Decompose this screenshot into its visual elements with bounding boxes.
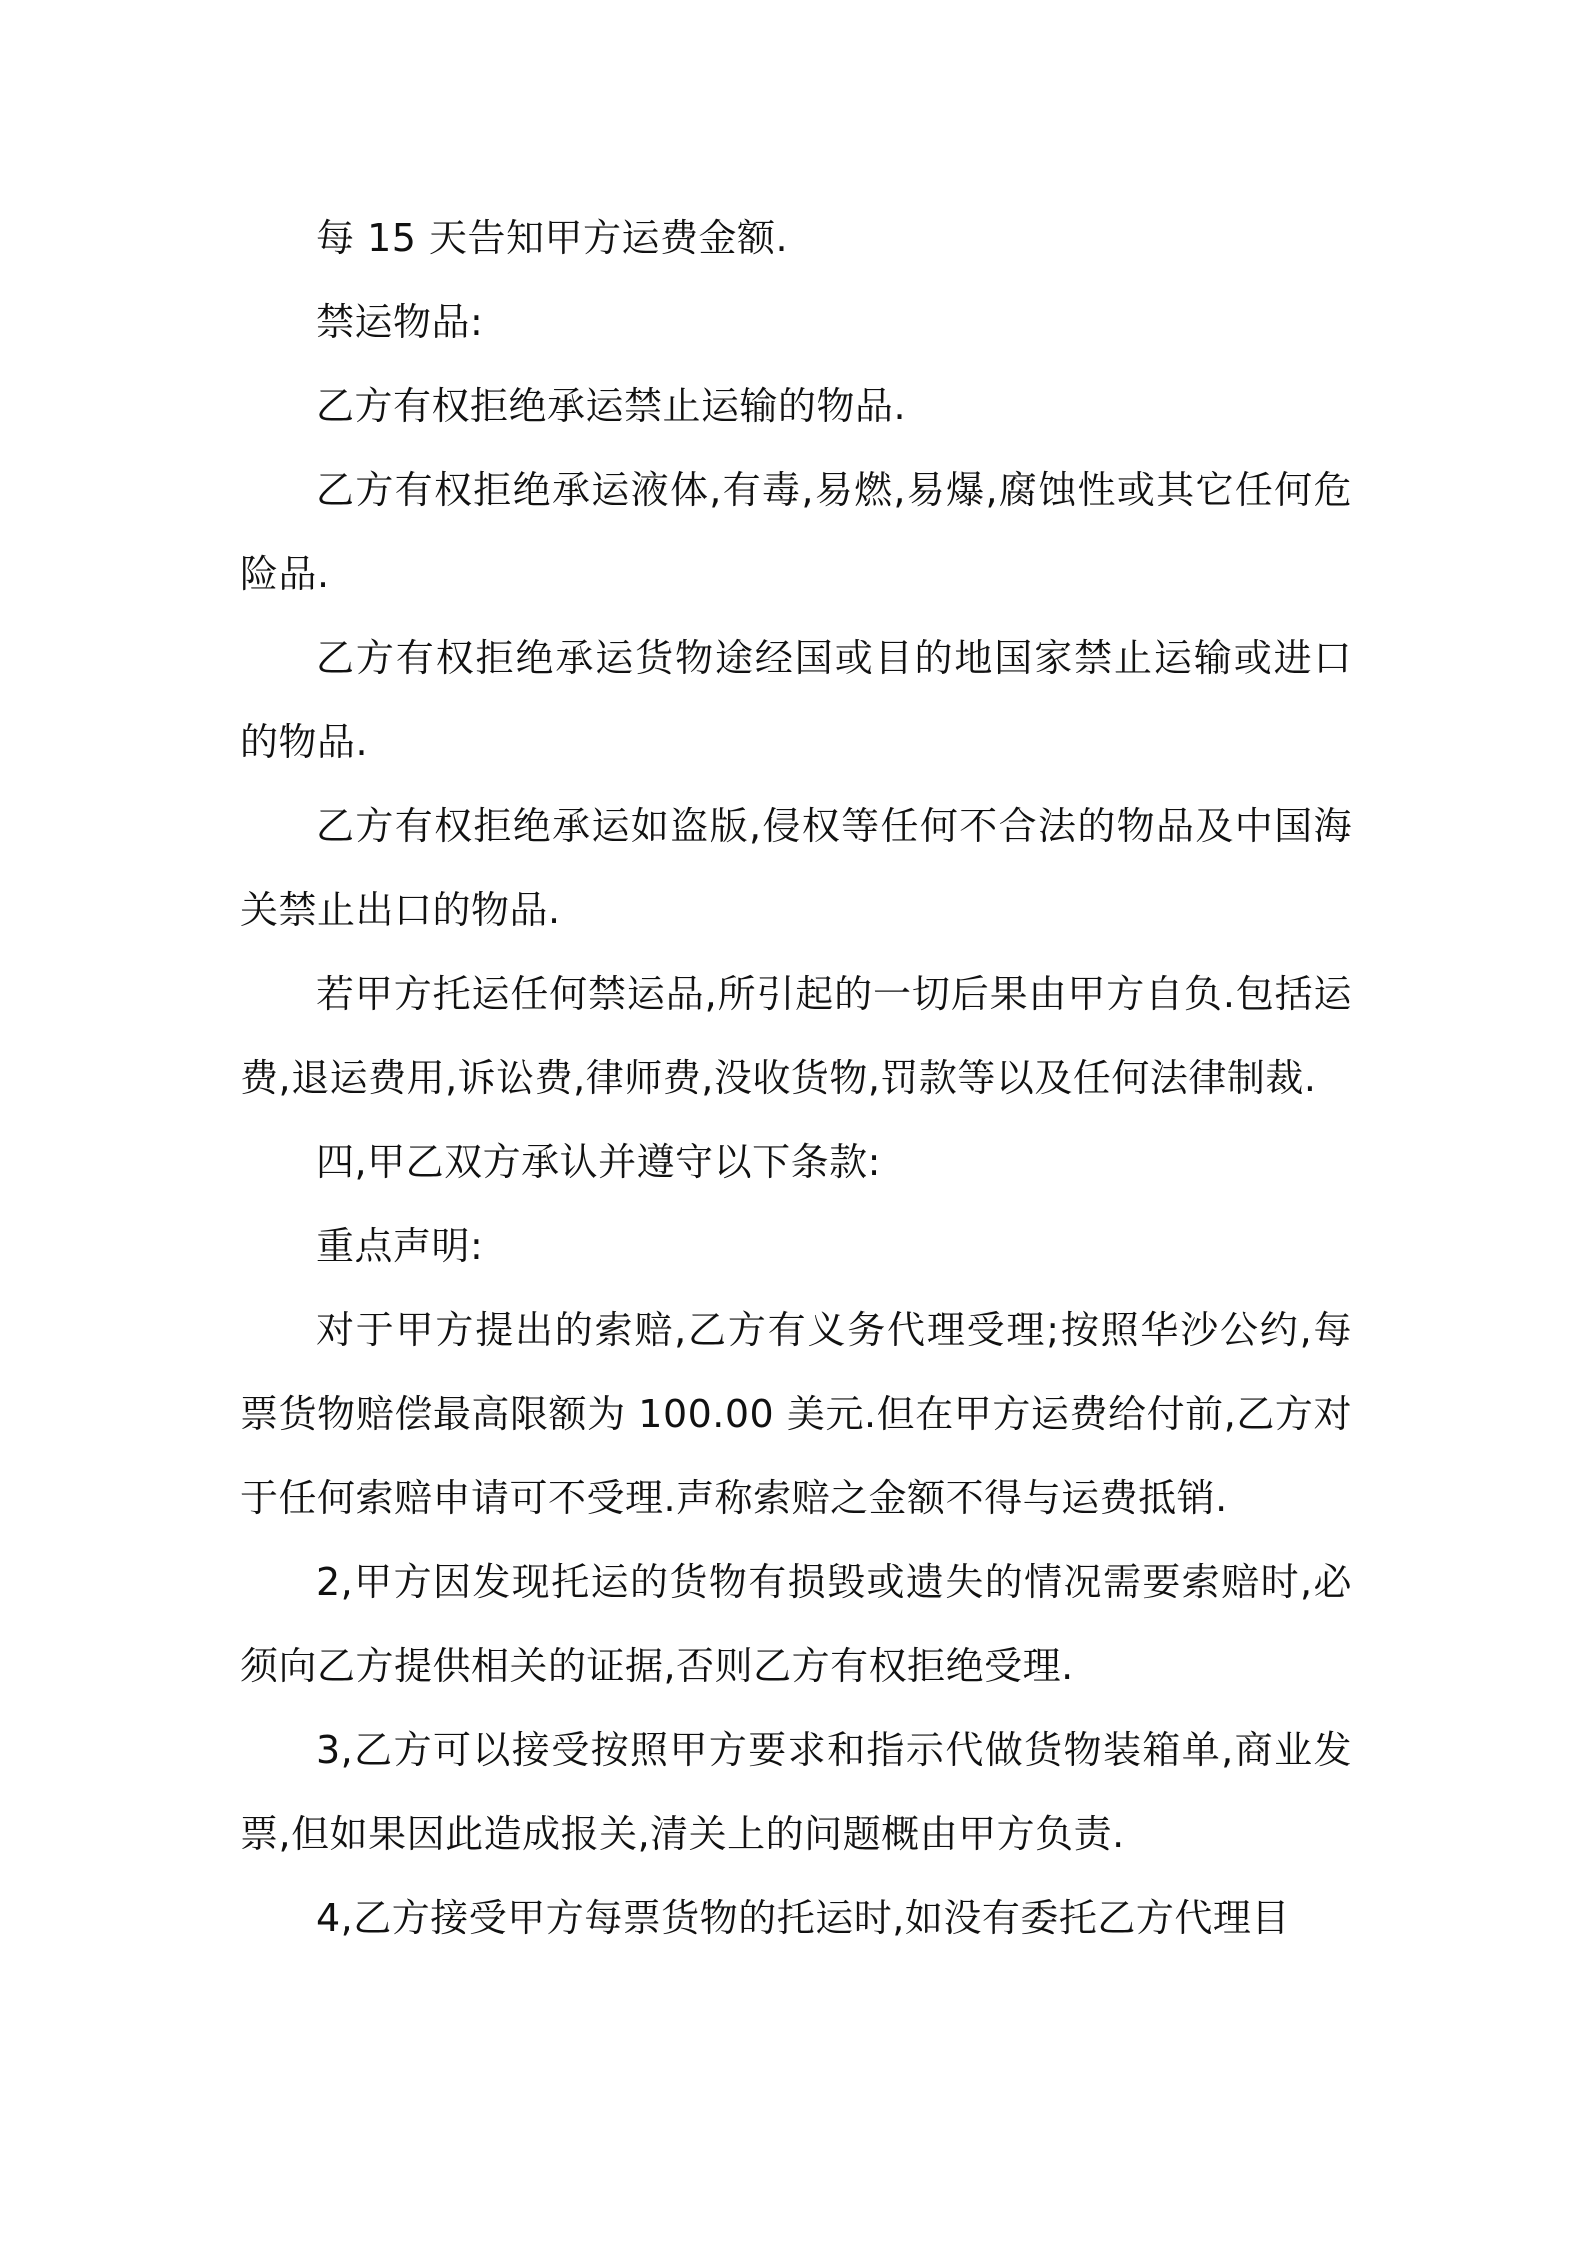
paragraph-refuse-dangerous: 乙方有权拒绝承运液体,有毒,易燃,易爆,腐蚀性或其它任何危险品.	[240, 468, 1352, 596]
document-body	[240, 196, 1352, 1960]
paragraph-prohibited-heading: 禁运物品:	[316, 300, 484, 344]
paragraph-refuse-prohibited: 乙方有权拒绝承运禁止运输的物品.	[316, 384, 907, 428]
paragraph-clause-3: 3,乙方可以接受按照甲方要求和指示代做货物装箱单,商业发票,但如果因此造成报关,清关上的问题概由甲方负责.	[240, 1728, 1352, 1856]
paragraph-section-four-heading: 四,甲乙双方承认并遵守以下条款:	[316, 1140, 881, 1184]
paragraph-consequences: 若甲方托运任何禁运品,所引起的一切后果由甲方自负.包括运费,退运费用,诉讼费,律师费,没收货物,罚款等以及任何法律制裁.	[240, 972, 1352, 1100]
paragraph-claims: 对于甲方提出的索赔,乙方有义务代理受理;按照华沙公约,每票货物赔偿最高限额为 100.00 美元.但在甲方运费给付前,乙方对于任何索赔申请可不受理.声称索赔之金额不得与运费抵销.	[240, 1308, 1352, 1520]
paragraph-clause-2: 2,甲方因发现托运的货物有损毁或遗失的情况需要索赔时,必须向乙方提供相关的证据,否则乙方有权拒绝受理.	[240, 1560, 1352, 1688]
paragraph-refuse-illegal: 乙方有权拒绝承运如盗版,侵权等任何不合法的物品及中国海关禁止出口的物品.	[240, 804, 1352, 932]
paragraph-freight-notice: 每 15 天告知甲方运费金额.	[316, 216, 789, 260]
paragraph-refuse-transit-ban: 乙方有权拒绝承运货物途经国或目的地国家禁止运输或进口的物品.	[240, 636, 1352, 764]
paragraph-key-statement-heading: 重点声明:	[316, 1224, 484, 1268]
paragraph-clause-4: 4,乙方接受甲方每票货物的托运时,如没有委托乙方代理目	[316, 1896, 1290, 1940]
